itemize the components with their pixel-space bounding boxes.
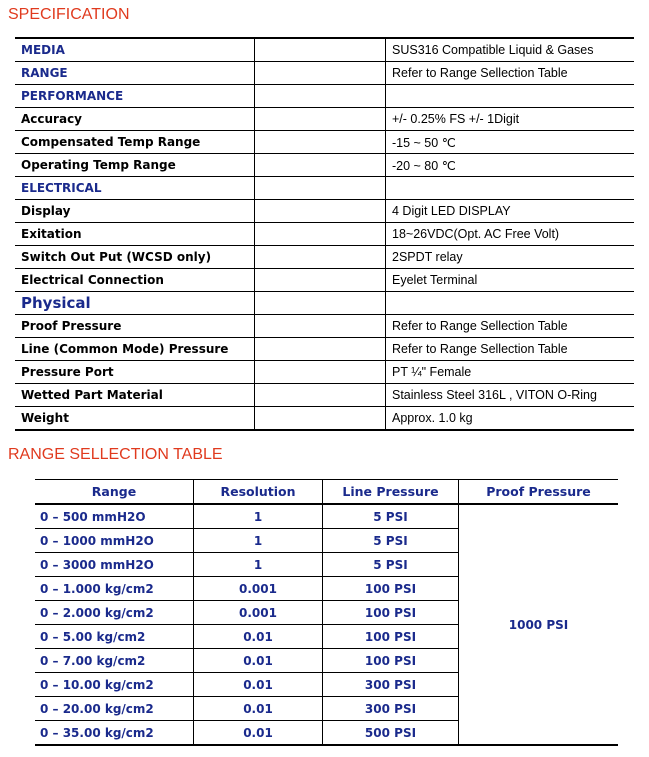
spec-label: Weight (21, 411, 69, 425)
spec-row (15, 85, 634, 108)
proof-pressure-column-header: Proof Pressure (459, 480, 619, 505)
line-pressure-cell: 100 PSI (323, 625, 459, 649)
resolution-cell: 0.01 (194, 697, 323, 721)
spec-row (15, 269, 634, 292)
range-column-header: Range (35, 480, 194, 505)
spec-empty-cell (255, 177, 386, 200)
spec-empty-cell (255, 407, 386, 431)
range-cell: 0 – 3000 mmH2O (35, 553, 194, 577)
line-pressure-cell: 300 PSI (323, 673, 459, 697)
spec-row (15, 384, 634, 407)
resolution-cell: 0.01 (194, 673, 323, 697)
spec-empty-cell (255, 361, 386, 384)
spec-label: Physical (15, 292, 255, 315)
range-cell: 0 – 20.00 kg/cm2 (35, 697, 194, 721)
spec-row (15, 315, 634, 338)
spec-row (15, 246, 634, 269)
spec-label: Exitation (15, 223, 255, 246)
range-cell: 0 – 7.00 kg/cm2 (35, 649, 194, 673)
spec-empty-cell (255, 223, 386, 246)
spec-value: -15 ~ 50 ℃ (386, 131, 635, 154)
spec-empty-cell (255, 292, 386, 315)
spec-empty-cell (255, 200, 386, 223)
spec-row (15, 38, 634, 62)
spec-value: -20 ~ 80 ℃ (386, 154, 635, 177)
spec-label: ELECTRICAL (15, 177, 255, 200)
spec-value: 4 Digit LED DISPLAY (386, 200, 635, 223)
range-row (35, 504, 618, 529)
spec-label: Display (15, 200, 255, 223)
spec-value: 18~26VDC(Opt. AC Free Volt) (386, 223, 635, 246)
spec-label: PERFORMANCE (15, 85, 255, 108)
range-cell: 0 – 500 mmH2O (35, 504, 194, 529)
proof-pressure-cell: 1000 PSI (459, 504, 619, 745)
spec-empty-cell (255, 62, 386, 85)
spec-label: MEDIA (15, 38, 255, 62)
spec-value: Refer to Range Sellection Table (386, 338, 635, 361)
spec-label: Compensated Temp Range (15, 131, 255, 154)
spec-empty-cell (255, 269, 386, 292)
spec-value: Refer to Range Sellection Table (386, 62, 635, 85)
spec-label: Proof Pressure (15, 315, 255, 338)
range-cell: 0 – 35.00 kg/cm2 (35, 721, 194, 746)
resolution-cell: 0.01 (194, 721, 323, 746)
range-selection-table (35, 479, 618, 746)
spec-label: Electrical Connection (15, 269, 255, 292)
spec-label: Wetted Part Material (15, 384, 255, 407)
spec-row (15, 108, 634, 131)
range-selection-heading: RANGE SELLECTION TABLE (8, 446, 223, 463)
range-cell: 0 – 5.00 kg/cm2 (35, 625, 194, 649)
spec-value: Eyelet Terminal (386, 269, 635, 292)
line-pressure-cell: 5 PSI (323, 553, 459, 577)
line-pressure-cell: 100 PSI (323, 577, 459, 601)
spec-empty-cell (255, 384, 386, 407)
spec-value (386, 177, 635, 200)
resolution-cell: 1 (194, 504, 323, 529)
specification-heading: SPECIFICATION (8, 6, 130, 23)
line-pressure-cell: 300 PSI (323, 697, 459, 721)
spec-label: Line (Common Mode) Pressure (15, 338, 255, 361)
spec-label: Switch Out Put (WCSD only) (15, 246, 255, 269)
spec-row (15, 223, 634, 246)
range-cell: 0 – 10.00 kg/cm2 (35, 673, 194, 697)
spec-empty-cell (255, 108, 386, 131)
spec-row (15, 200, 634, 223)
spec-row (15, 177, 634, 200)
spec-empty-cell (255, 85, 386, 108)
spec-value: 2SPDT relay (386, 246, 635, 269)
resolution-cell: 1 (194, 529, 323, 553)
spec-label: Operating Temp Range (15, 154, 255, 177)
line-pressure-cell: 500 PSI (323, 721, 459, 746)
range-cell: 0 – 2.000 kg/cm2 (35, 601, 194, 625)
range-cell: 0 – 1.000 kg/cm2 (35, 577, 194, 601)
resolution-cell: 0.001 (194, 601, 323, 625)
spec-empty-cell (255, 154, 386, 177)
resolution-cell: 1 (194, 553, 323, 577)
spec-value: SUS316 Compatible Liquid & Gases (386, 38, 635, 62)
spec-row (15, 361, 634, 384)
line-pressure-cell: 100 PSI (323, 649, 459, 673)
spec-empty-cell (255, 338, 386, 361)
spec-value: Approx. 1.0 kg (386, 407, 635, 431)
spec-empty-cell (255, 131, 386, 154)
spec-row (15, 131, 634, 154)
spec-row (15, 407, 634, 431)
spec-row (15, 62, 634, 85)
spec-empty-cell (255, 38, 386, 62)
spec-label: Accuracy (15, 108, 255, 131)
line-pressure-cell: 5 PSI (323, 529, 459, 553)
spec-row (15, 154, 634, 177)
specification-table (15, 37, 634, 431)
spec-row (15, 338, 634, 361)
spec-empty-cell (255, 246, 386, 269)
range-cell: 0 – 1000 mmH2O (35, 529, 194, 553)
resolution-column-header: Resolution (194, 480, 323, 505)
line-pressure-column-header: Line Pressure (323, 480, 459, 505)
spec-value: +/- 0.25% FS +/- 1Digit (386, 108, 635, 131)
resolution-cell: 0.001 (194, 577, 323, 601)
spec-value: Stainless Steel 316L , VITON O-Ring (386, 384, 635, 407)
spec-label: RANGE (15, 62, 255, 85)
range-table-header-row (35, 480, 618, 505)
line-pressure-cell: 5 PSI (323, 504, 459, 529)
line-pressure-cell: 100 PSI (323, 601, 459, 625)
resolution-cell: 0.01 (194, 625, 323, 649)
resolution-cell: 0.01 (194, 649, 323, 673)
spec-value (386, 85, 635, 108)
spec-row (15, 292, 634, 315)
spec-value: PT ¼" Female (386, 361, 635, 384)
spec-empty-cell (255, 315, 386, 338)
spec-value (386, 292, 635, 315)
spec-value: Refer to Range Sellection Table (386, 315, 635, 338)
spec-label: Pressure Port (15, 361, 255, 384)
